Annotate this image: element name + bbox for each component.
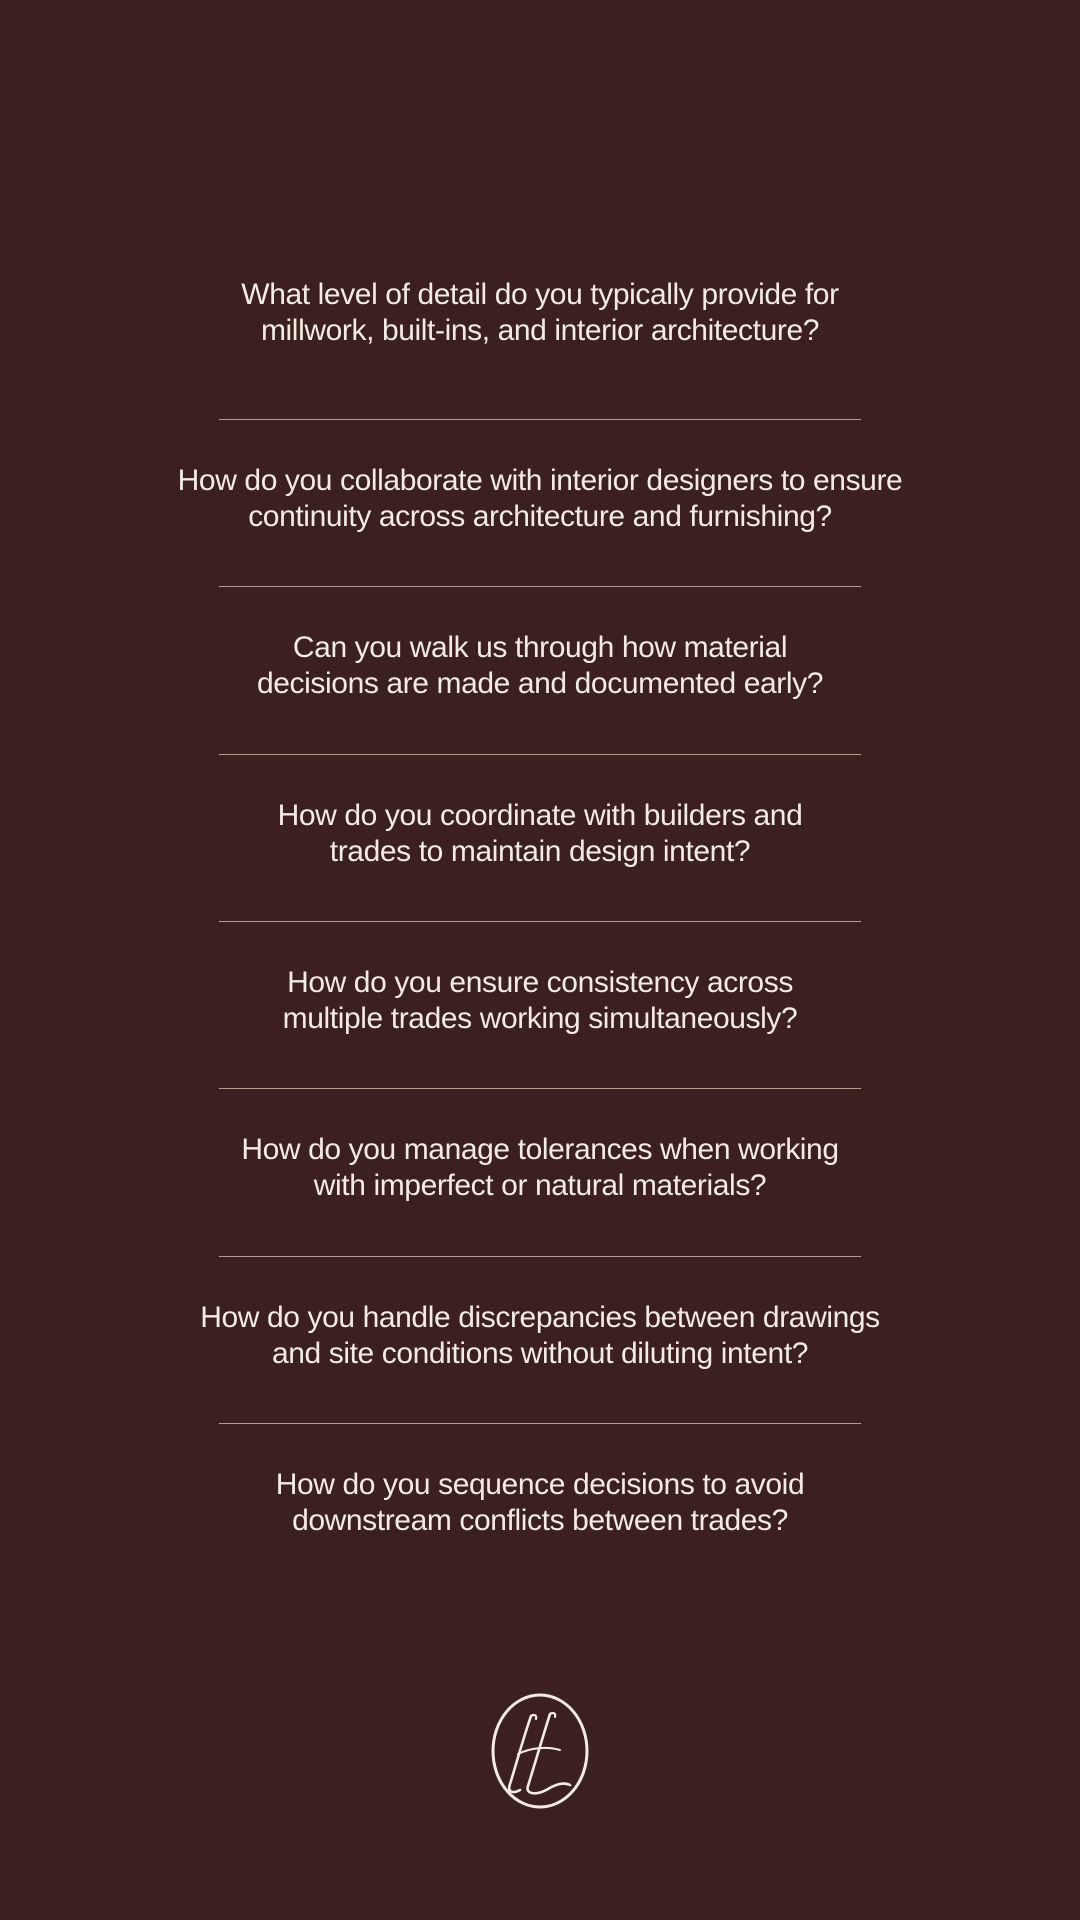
question-line: Can you walk us through how material: [292, 631, 788, 664]
question-line: How do you ensure consistency across: [287, 966, 793, 999]
divider: [219, 754, 861, 755]
question-line: decisions are made and documented early?: [256, 667, 824, 700]
question-line: What level of detail do you typically provide for: [241, 278, 839, 311]
question-line: How do you collaborate with interior designers to ensure: [177, 464, 903, 497]
divider: [219, 419, 861, 420]
divider: [219, 1256, 861, 1257]
divider: [219, 921, 861, 922]
monogram-logo-icon: [490, 1692, 590, 1810]
divider: [219, 586, 861, 587]
question-line: trades to maintain design intent?: [329, 835, 751, 868]
question-line: downstream conflicts between trades?: [292, 1504, 788, 1537]
question-line: How do you coordinate with builders and: [277, 799, 803, 832]
question-line: millwork, built-ins, and interior architecture?: [260, 314, 820, 347]
question-1: [120, 277, 960, 349]
question-5: [120, 965, 960, 1037]
question-line: How do you manage tolerances when working: [241, 1133, 839, 1166]
question-6: [120, 1132, 960, 1204]
question-4: [120, 798, 960, 870]
question-7: [120, 1300, 960, 1372]
question-line: and site conditions without diluting intent?: [271, 1337, 809, 1370]
question-2: [120, 463, 960, 535]
divider: [219, 1088, 861, 1089]
question-line: How do you sequence decisions to avoid: [275, 1468, 805, 1501]
divider: [219, 1423, 861, 1424]
question-3: [120, 630, 960, 702]
question-line: continuity across architecture and furnishing?: [248, 500, 832, 533]
question-line: How do you handle discrepancies between drawings: [200, 1301, 880, 1334]
question-line: multiple trades working simultaneously?: [282, 1002, 798, 1035]
question-line: with imperfect or natural materials?: [313, 1169, 767, 1202]
question-8: [120, 1467, 960, 1539]
